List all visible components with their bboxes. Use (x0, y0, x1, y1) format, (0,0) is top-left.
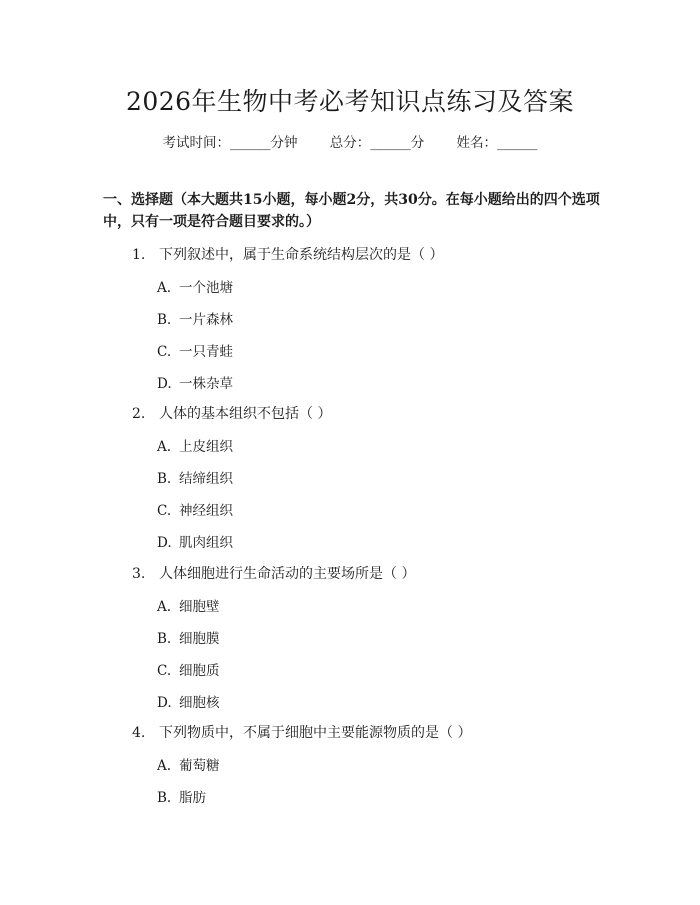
option-letter: C. (157, 663, 172, 679)
option-letter: D. (157, 695, 172, 711)
option-3d (157, 691, 220, 711)
option-text: 细胞质 (179, 663, 220, 679)
option-text: 一只青蛙 (179, 344, 233, 360)
option-2c (157, 499, 233, 519)
option-letter: C. (157, 344, 172, 360)
option-letter: D. (157, 535, 172, 551)
option-text: 肌肉组织 (179, 535, 233, 551)
question-number: 2. (132, 406, 146, 422)
total-score-field: 总分：______分 (329, 135, 425, 151)
exam-time-field: 考试时间：______分钟 (162, 135, 298, 151)
option-letter: A. (157, 439, 172, 455)
section-heading: 一、选择题（本大题共15小题，每小题2分，共30分。在每小题给出的四个选项中，只有一项是符合题目要求的。） (103, 192, 600, 230)
option-1b (157, 308, 233, 328)
option-text: 结缔组织 (179, 471, 233, 487)
question-3 (132, 563, 415, 583)
option-2d (157, 531, 233, 551)
option-3c (157, 659, 220, 679)
option-letter: B. (157, 312, 172, 328)
name-field: 姓名：______ (456, 135, 538, 151)
option-3a (157, 595, 220, 615)
option-text: 细胞核 (179, 695, 220, 711)
option-text: 一株杂草 (179, 376, 233, 392)
option-2a (157, 435, 233, 455)
option-letter: B. (157, 631, 172, 647)
page-title: 2026年生物中考必考知识点练习及答案 (125, 87, 575, 116)
question-number: 3. (132, 566, 146, 582)
question-4 (132, 722, 471, 742)
question-1 (132, 244, 443, 264)
question-number: 1. (132, 247, 146, 263)
option-1a (157, 276, 233, 296)
option-1d (157, 372, 233, 392)
option-text: 细胞膜 (179, 631, 220, 647)
option-text: 一个池塘 (179, 280, 233, 296)
option-letter: A. (157, 758, 172, 774)
option-1c (157, 340, 233, 360)
option-letter: A. (157, 599, 172, 615)
option-letter: D. (157, 376, 172, 392)
question-number: 4. (132, 725, 146, 741)
option-4b (157, 786, 206, 806)
option-3b (157, 627, 220, 647)
question-text: 下列物质中，不属于细胞中主要能源物质的是（ ） (159, 725, 472, 741)
exam-info (0, 131, 700, 151)
option-text: 葡萄糖 (179, 758, 220, 774)
option-text: 神经组织 (179, 503, 233, 519)
option-text: 上皮组织 (179, 439, 233, 455)
option-letter: B. (157, 471, 172, 487)
option-2b (157, 467, 233, 487)
question-2 (132, 403, 331, 423)
option-text: 脂肪 (179, 790, 206, 806)
option-letter: B. (157, 790, 172, 806)
option-text: 一片森林 (179, 312, 233, 328)
option-4a (157, 754, 220, 774)
option-letter: A. (157, 280, 172, 296)
question-text: 下列叙述中，属于生命系统结构层次的是（ ） (159, 247, 444, 263)
option-letter: C. (157, 503, 172, 519)
question-text: 人体细胞进行生命活动的主要场所是（ ） (159, 566, 416, 582)
option-text: 细胞壁 (179, 599, 220, 615)
question-text: 人体的基本组织不包括（ ） (159, 406, 332, 422)
